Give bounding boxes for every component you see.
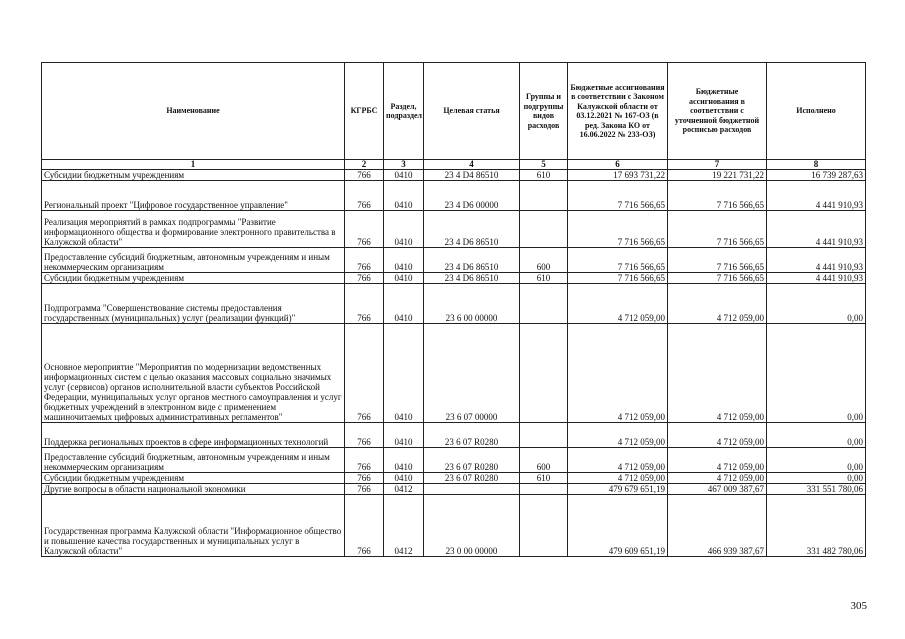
row-kgrbs: 766 bbox=[345, 448, 384, 473]
column-number: 5 bbox=[520, 160, 568, 170]
row-law-allocation: 7 716 566,65 bbox=[568, 211, 668, 248]
row-section: 0410 bbox=[384, 448, 424, 473]
row-law-allocation: 7 716 566,65 bbox=[568, 273, 668, 284]
header-law-allocation: Бюджетные ассигнования в соответствии с Законом Калужской области от 03.12.2021 № 167-ОЗ (в ред. Закона КО от 16.06.2022 № 233-ОЗ) bbox=[568, 63, 668, 160]
row-name: Субсидии бюджетным учреждениям bbox=[42, 273, 345, 284]
row-executed: 0,00 bbox=[767, 473, 866, 484]
row-kgrbs: 766 bbox=[345, 484, 384, 495]
column-number: 7 bbox=[668, 160, 767, 170]
row-name: Основное мероприятие "Мероприятия по модернизации ведомственных информационных систем с целью оказания массовых социально значимых услуг (сервисов) органов исполнительной власти субъектов Российской Федерации, муниципальных услуг органов местного самоуправления и услуг бюджетных учреждений в электронном виде с применением машиночитаемых цифровых административных регламентов" bbox=[42, 324, 345, 423]
row-target: 23 4 D4 86510 bbox=[424, 170, 520, 181]
table-row bbox=[42, 284, 866, 324]
row-name: Предоставление субсидий бюджетным, автономным учреждениям и иным некоммерческим организациям bbox=[42, 448, 345, 473]
row-section: 0410 bbox=[384, 284, 424, 324]
row-target bbox=[424, 484, 520, 495]
row-target: 23 6 07 00000 bbox=[424, 324, 520, 423]
row-group bbox=[520, 211, 568, 248]
row-law-allocation: 4 712 059,00 bbox=[568, 448, 668, 473]
row-name: Государственная программа Калужской области "Информационное общество и повышение качества государственных и муниципальных услуг в Калужской области" bbox=[42, 495, 345, 557]
row-executed: 16 739 287,63 bbox=[767, 170, 866, 181]
column-number-row bbox=[42, 160, 866, 170]
row-section: 0410 bbox=[384, 324, 424, 423]
row-group bbox=[520, 484, 568, 495]
row-section: 0410 bbox=[384, 423, 424, 448]
row-refined-allocation: 4 712 059,00 bbox=[668, 284, 767, 324]
row-executed: 4 441 910,93 bbox=[767, 181, 866, 211]
row-executed: 0,00 bbox=[767, 324, 866, 423]
table-row bbox=[42, 324, 866, 423]
row-executed: 0,00 bbox=[767, 423, 866, 448]
row-law-allocation: 4 712 059,00 bbox=[568, 324, 668, 423]
row-law-allocation: 4 712 059,00 bbox=[568, 473, 668, 484]
row-refined-allocation: 467 009 387,67 bbox=[668, 484, 767, 495]
row-refined-allocation: 7 716 566,65 bbox=[668, 181, 767, 211]
row-target: 23 6 07 R0280 bbox=[424, 473, 520, 484]
row-refined-allocation: 7 716 566,65 bbox=[668, 211, 767, 248]
header-row bbox=[42, 63, 866, 160]
table-row bbox=[42, 181, 866, 211]
header-kgrbs: КГРБС bbox=[345, 63, 384, 160]
row-name: Подпрограмма "Совершенствование системы предоставления государственных (муниципальных) услуг (реализации функций)" bbox=[42, 284, 345, 324]
row-executed: 331 551 780,06 bbox=[767, 484, 866, 495]
row-refined-allocation: 7 716 566,65 bbox=[668, 248, 767, 273]
row-group: 610 bbox=[520, 273, 568, 284]
row-kgrbs: 766 bbox=[345, 473, 384, 484]
row-kgrbs: 766 bbox=[345, 284, 384, 324]
column-number: 6 bbox=[568, 160, 668, 170]
row-refined-allocation: 7 716 566,65 bbox=[668, 273, 767, 284]
row-group: 600 bbox=[520, 248, 568, 273]
row-name: Субсидии бюджетным учреждениям bbox=[42, 473, 345, 484]
row-law-allocation: 7 716 566,65 bbox=[568, 248, 668, 273]
row-group bbox=[520, 284, 568, 324]
row-kgrbs: 766 bbox=[345, 211, 384, 248]
row-group: 600 bbox=[520, 448, 568, 473]
row-kgrbs: 766 bbox=[345, 248, 384, 273]
row-group: 610 bbox=[520, 473, 568, 484]
row-target: 23 4 D6 00000 bbox=[424, 181, 520, 211]
row-group bbox=[520, 423, 568, 448]
header-executed: Исполнено bbox=[767, 63, 866, 160]
table-row bbox=[42, 495, 866, 557]
row-name: Субсидии бюджетным учреждениям bbox=[42, 170, 345, 181]
row-group: 610 bbox=[520, 170, 568, 181]
row-kgrbs: 766 bbox=[345, 273, 384, 284]
row-refined-allocation: 4 712 059,00 bbox=[668, 448, 767, 473]
column-number: 8 bbox=[767, 160, 866, 170]
row-executed: 0,00 bbox=[767, 284, 866, 324]
table-row bbox=[42, 273, 866, 284]
row-refined-allocation: 4 712 059,00 bbox=[668, 324, 767, 423]
row-law-allocation: 479 609 651,19 bbox=[568, 495, 668, 557]
row-kgrbs: 766 bbox=[345, 170, 384, 181]
row-refined-allocation: 19 221 731,22 bbox=[668, 170, 767, 181]
table-row bbox=[42, 484, 866, 495]
row-refined-allocation: 4 712 059,00 bbox=[668, 473, 767, 484]
row-target: 23 6 00 00000 bbox=[424, 284, 520, 324]
row-target: 23 6 07 R0280 bbox=[424, 448, 520, 473]
table-row bbox=[42, 248, 866, 273]
row-name: Другие вопросы в области национальной экономики bbox=[42, 484, 345, 495]
column-number: 4 bbox=[424, 160, 520, 170]
row-law-allocation: 4 712 059,00 bbox=[568, 423, 668, 448]
header-refined-allocation: Бюджетные ассигнования в соответствии с уточненной бюджетной росписью расходов bbox=[668, 63, 767, 160]
row-section: 0410 bbox=[384, 181, 424, 211]
row-target: 23 0 00 00000 bbox=[424, 495, 520, 557]
table-row bbox=[42, 170, 866, 181]
table-row bbox=[42, 211, 866, 248]
row-name: Поддержка региональных проектов в сфере информационных технологий bbox=[42, 423, 345, 448]
row-executed: 4 441 910,93 bbox=[767, 211, 866, 248]
row-section: 0410 bbox=[384, 273, 424, 284]
header-target: Целевая статья bbox=[424, 63, 520, 160]
row-section: 0412 bbox=[384, 495, 424, 557]
row-refined-allocation: 4 712 059,00 bbox=[668, 423, 767, 448]
page-number: 305 bbox=[850, 600, 867, 612]
column-number: 2 bbox=[345, 160, 384, 170]
row-group bbox=[520, 495, 568, 557]
row-section: 0410 bbox=[384, 211, 424, 248]
row-kgrbs: 766 bbox=[345, 423, 384, 448]
row-name: Региональный проект "Цифровое государственное управление" bbox=[42, 181, 345, 211]
table-row bbox=[42, 473, 866, 484]
row-executed: 331 482 780,06 bbox=[767, 495, 866, 557]
row-group bbox=[520, 181, 568, 211]
row-section: 0410 bbox=[384, 248, 424, 273]
row-group bbox=[520, 324, 568, 423]
header-section: Раздел, подраздел bbox=[384, 63, 424, 160]
table-row bbox=[42, 448, 866, 473]
budget-table bbox=[41, 62, 866, 557]
row-executed: 4 441 910,93 bbox=[767, 248, 866, 273]
row-executed: 0,00 bbox=[767, 448, 866, 473]
row-kgrbs: 766 bbox=[345, 324, 384, 423]
table-row bbox=[42, 423, 866, 448]
row-law-allocation: 479 679 651,19 bbox=[568, 484, 668, 495]
table-body bbox=[42, 170, 866, 557]
row-target: 23 6 07 R0280 bbox=[424, 423, 520, 448]
row-target: 23 4 D6 86510 bbox=[424, 248, 520, 273]
header-name: Наименование bbox=[42, 63, 345, 160]
row-section: 0410 bbox=[384, 473, 424, 484]
row-name: Предоставление субсидий бюджетным, автономным учреждениям и иным некоммерческим организациям bbox=[42, 248, 345, 273]
row-target: 23 4 D6 86510 bbox=[424, 273, 520, 284]
row-refined-allocation: 466 939 387,67 bbox=[668, 495, 767, 557]
row-law-allocation: 17 693 731,22 bbox=[568, 170, 668, 181]
row-name: Реализация мероприятий в рамках подпрограммы "Развитие информационного общества и формирование электронного правительства в Калужской области" bbox=[42, 211, 345, 248]
row-kgrbs: 766 bbox=[345, 181, 384, 211]
row-law-allocation: 4 712 059,00 bbox=[568, 284, 668, 324]
header-group: Группы и подгруппы видов расходов bbox=[520, 63, 568, 160]
row-target: 23 4 D6 86510 bbox=[424, 211, 520, 248]
row-section: 0412 bbox=[384, 484, 424, 495]
column-number: 3 bbox=[384, 160, 424, 170]
row-law-allocation: 7 716 566,65 bbox=[568, 181, 668, 211]
column-number: 1 bbox=[42, 160, 345, 170]
row-kgrbs: 766 bbox=[345, 495, 384, 557]
row-executed: 4 441 910,93 bbox=[767, 273, 866, 284]
row-section: 0410 bbox=[384, 170, 424, 181]
